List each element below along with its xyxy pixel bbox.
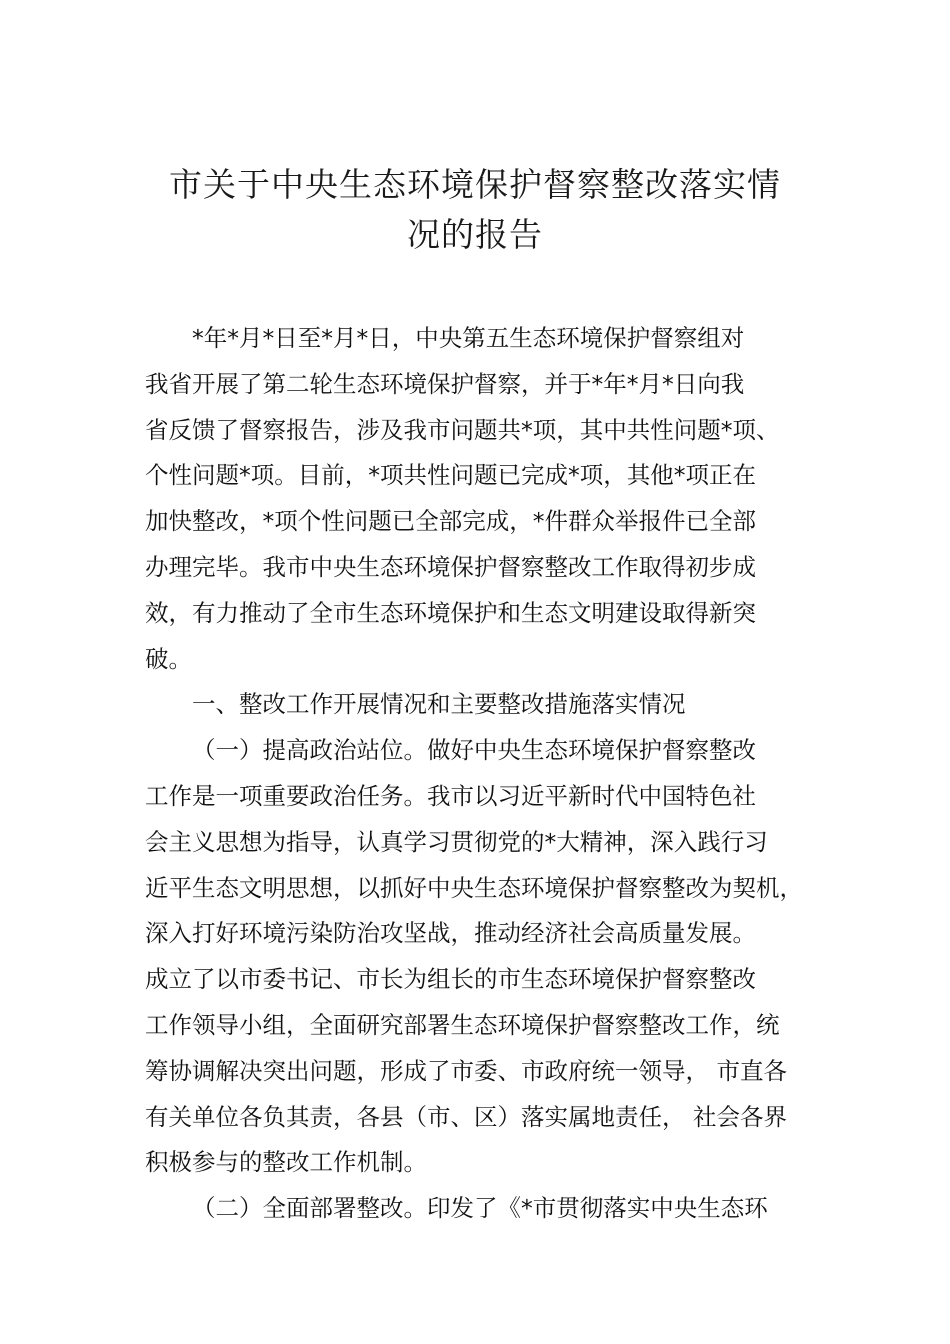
document-body <box>145 316 835 1232</box>
title-line: 况的报告 <box>407 215 543 254</box>
section-heading: 一、整改工作开展情况和主要整改措施落实情况 <box>192 690 686 719</box>
paragraph-line: （一）提高政治站位。做好中央生态环境保护督察整改 <box>192 736 756 765</box>
paragraph-line: 破。 <box>145 644 192 673</box>
paragraph-line: 加快整改，*项个性问题已全部完成，*件群众举报件已全部 <box>145 507 756 536</box>
paragraph-line: 效，有力推动了全市生态环境保护和生态文明建设取得新突 <box>145 598 756 627</box>
paragraph-line: 我省开展了第二轮生态环境保护督察，并于*年*月*日向我 <box>145 369 745 398</box>
paragraph-line: 工作领导小组，全面研究部署生态环境保护督察整改工作，统 <box>145 1010 780 1039</box>
paragraph-line: 成立了以市委书记、市长为组长的市生态环境保护督察整改 <box>145 965 756 994</box>
paragraph-line: *年*月*日至*月*日，中央第五生态环境保护督察组对 <box>192 324 745 352</box>
paragraph-line: 会主义思想为指导，认真学习贯彻党的*大精神，深入践行习 <box>145 827 768 856</box>
paragraph-line: 有关单位各负其责，各县（市、区）落实属地责任， 社会各界 <box>145 1102 787 1131</box>
document-title <box>140 160 810 260</box>
paragraph-line: 办理完毕。我市中央生态环境保护督察整改工作取得初步成 <box>145 552 756 581</box>
paragraph-line: 工作是一项重要政治任务。我市以习近平新时代中国特色社 <box>145 781 756 810</box>
paragraph-line: 近平生态文明思想，以抓好中央生态环境保护督察整改为契机， <box>145 873 803 902</box>
paragraph-line: 省反馈了督察报告，涉及我市问题共*项，其中共性问题*项、 <box>145 415 780 444</box>
paragraph-line: 深入打好环境污染防治攻坚战，推动经济社会高质量发展。 <box>145 919 756 948</box>
paragraph-line: 个性问题*项。目前，*项共性问题已完成*项，其他*项正在 <box>145 461 756 490</box>
paragraph-line: 筹协调解决突出问题，形成了市委、市政府统一领导， 市直各 <box>145 1056 787 1085</box>
paragraph-line: （二）全面部署整改。印发了《*市贯彻落实中央生态环 <box>192 1194 768 1223</box>
paragraph-line: 积极参与的整改工作机制。 <box>145 1148 427 1177</box>
title-line: 市关于中央生态环境保护督察整改落实情 <box>169 165 781 204</box>
